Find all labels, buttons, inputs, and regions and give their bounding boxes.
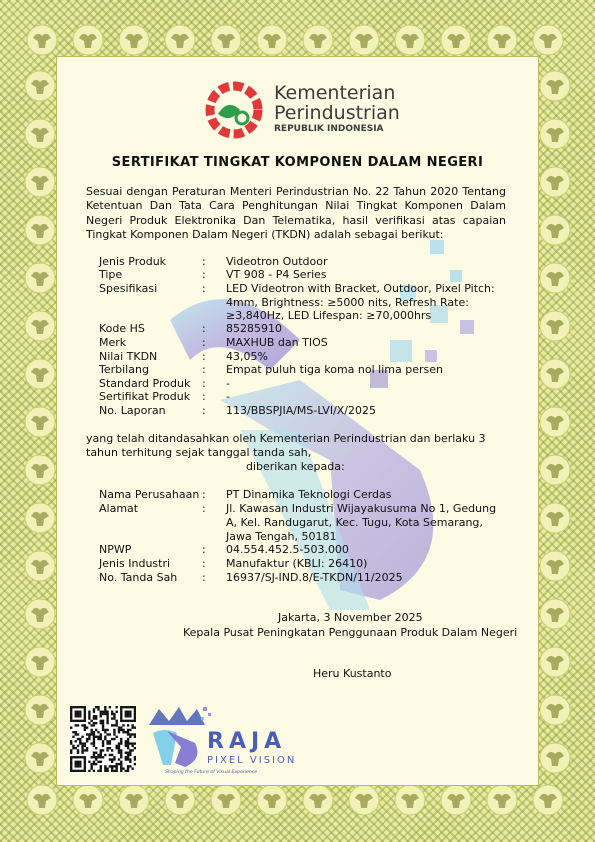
signature-position: Kepala Pusat Peningkatan Penggunaan Produk Dalam Negeri — [183, 626, 518, 639]
garuda-seal-icon — [211, 785, 241, 815]
colon: : — [202, 404, 206, 417]
label-no-tanda-sah: No. Tanda Sah — [99, 571, 178, 584]
value-nama-perusahaan: PT Dinamika Teknologi Cerdas — [226, 488, 392, 501]
garuda-seal-icon — [540, 311, 570, 341]
garuda-seal-icon — [540, 407, 570, 437]
label-nama-perusahaan: Nama Perusahaan — [99, 488, 200, 501]
value-spesifikasi-line2: 4mm, Brightness: ≥5000 nits, Refresh Rate: — [226, 296, 469, 309]
colon: : — [202, 390, 206, 403]
garuda-seal-icon — [119, 785, 149, 815]
garuda-seal-icon — [25, 455, 55, 485]
garuda-seal-icon — [25, 71, 55, 101]
signature-place-date: Jakarta, 3 November 2025 — [278, 611, 423, 624]
garuda-seal-icon — [540, 455, 570, 485]
garuda-seal-icon — [540, 647, 570, 677]
colon: : — [202, 502, 206, 515]
label-jenis-industri: Jenis Industri — [99, 557, 171, 570]
garuda-seal-icon — [73, 25, 103, 55]
value-jenis-industri: Manufaktur (KBLI: 26410) — [226, 557, 368, 570]
garuda-seal-icon — [441, 785, 471, 815]
value-no-tanda-sah: 16937/SJ-IND.8/E-TKDN/11/2025 — [226, 571, 403, 584]
signature-name: Heru Kustanto — [313, 667, 392, 680]
qr-code-icon — [70, 706, 136, 772]
garuda-seal-icon — [25, 215, 55, 245]
garuda-seal-icon — [25, 551, 55, 581]
colon: : — [202, 543, 206, 556]
colon: : — [202, 350, 206, 363]
value-tipe: VT 908 - P4 Series — [226, 268, 327, 281]
logo-line2: Perindustrian — [274, 102, 400, 124]
garuda-seal-icon — [25, 647, 55, 677]
garuda-seal-icon — [165, 785, 195, 815]
garuda-seal-icon — [540, 215, 570, 245]
value-spesifikasi-line1: LED Videotron with Bracket, Outdoor, Pixel Pitch: — [226, 282, 495, 295]
middle-line2: tahun terhitung sejak tanggal tanda sah, — [86, 446, 312, 459]
value-jenis-produk: Videotron Outdoor — [226, 255, 328, 268]
colon: : — [202, 488, 206, 501]
colon: : — [202, 255, 206, 268]
garuda-seal-icon — [25, 407, 55, 437]
garuda-seal-icon — [25, 311, 55, 341]
colon: : — [202, 336, 206, 349]
value-terbilang: Empat puluh tiga koma nol lima persen — [226, 363, 443, 376]
value-nilai-tkdn: 43,05% — [226, 350, 268, 363]
garuda-seal-icon — [27, 785, 57, 815]
middle-line1: yang telah ditandasahkan oleh Kementerian Perindustrian dan berlaku 3 — [86, 432, 486, 445]
garuda-seal-icon — [441, 25, 471, 55]
garuda-seal-icon — [349, 785, 379, 815]
garuda-seal-icon — [487, 785, 517, 815]
garuda-seal-icon — [303, 785, 333, 815]
label-jenis-produk: Jenis Produk — [99, 255, 167, 268]
brand-name: RAJA — [207, 729, 287, 754]
value-standard-produk: - — [226, 377, 230, 390]
garuda-seal-icon — [211, 25, 241, 55]
garuda-seal-icon — [540, 599, 570, 629]
label-npwp: NPWP — [99, 543, 132, 556]
garuda-seal-icon — [533, 25, 563, 55]
garuda-seal-icon — [540, 743, 570, 773]
label-merk: Merk — [99, 336, 127, 349]
garuda-seal-icon — [25, 599, 55, 629]
garuda-seal-icon — [119, 25, 149, 55]
value-no-laporan: 113/BBSPJIA/MS-LVI/X/2025 — [226, 404, 377, 417]
middle-line3: diberikan kepada: — [246, 460, 345, 473]
colon: : — [202, 557, 206, 570]
colon: : — [202, 322, 206, 335]
value-sertifikat-produk: - — [226, 390, 230, 403]
garuda-seal-icon — [349, 25, 379, 55]
garuda-seal-icon — [540, 359, 570, 389]
value-alamat-line1: Jl. Kawasan Industri Wijayakusuma No 1, Gedung — [226, 502, 497, 515]
garuda-seal-icon — [540, 263, 570, 293]
value-spesifikasi-line3: ≥3,840Hz, LED Lifespan: ≥70,000hrs — [226, 309, 432, 322]
label-kode-hs: Kode HS — [99, 322, 145, 335]
garuda-seal-icon — [257, 785, 287, 815]
garuda-seal-icon — [25, 119, 55, 149]
garuda-seal-icon — [165, 25, 195, 55]
garuda-seal-icon — [25, 263, 55, 293]
value-merk: MAXHUB dan TIOS — [226, 336, 328, 349]
colon: : — [202, 363, 206, 376]
garuda-seal-icon — [395, 785, 425, 815]
garuda-seal-icon — [25, 503, 55, 533]
label-spesifikasi: Spesifikasi — [99, 282, 158, 295]
colon: : — [202, 268, 206, 281]
colon: : — [202, 571, 206, 584]
garuda-seal-icon — [540, 503, 570, 533]
garuda-seal-icon — [540, 695, 570, 725]
garuda-seal-icon — [487, 25, 517, 55]
label-terbilang: Terbilang — [99, 363, 149, 376]
value-npwp: 04.554.452.5-503.000 — [226, 543, 349, 556]
garuda-seal-icon — [257, 25, 287, 55]
value-alamat-line2: A, Kel. Randugarut, Kec. Tugu, Kota Semarang, — [226, 516, 483, 529]
garuda-seal-icon — [73, 785, 103, 815]
logo-line3: REPUBLIK INDONESIA — [274, 124, 384, 134]
garuda-seal-icon — [25, 167, 55, 197]
label-no-laporan: No. Laporan — [99, 404, 166, 417]
garuda-seal-icon — [395, 25, 425, 55]
garuda-seal-icon — [540, 71, 570, 101]
intro-paragraph: Sesuai dengan Peraturan Menteri Perindustrian No. 22 Tahun 2020 Tentang Ketentuan Dan Tata Cara Penghitungan Nilai Tingkat Komponen Dalam Negeri Produk Elektronika Dan Telematika, hasil verifikasi atas capaian Tingkat Komponen Dalam Negeri (TKDN) adalah sebagai berikut: — [86, 185, 506, 242]
certificate-title: SERTIFIKAT TINGKAT KOMPONEN DALAM NEGERI — [111, 155, 484, 170]
label-nilai-tkdn: Nilai TKDN — [99, 350, 158, 363]
colon: : — [202, 377, 206, 390]
garuda-seal-icon — [540, 551, 570, 581]
label-tipe: Tipe — [99, 268, 123, 281]
label-sertifikat-produk: Sertifikat Produk — [99, 390, 191, 403]
value-alamat-line3: Jawa Tengah, 50181 — [226, 530, 337, 543]
garuda-seal-icon — [303, 25, 333, 55]
brand-sub: PIXEL VISION — [207, 755, 297, 766]
garuda-seal-icon — [540, 119, 570, 149]
garuda-seal-icon — [540, 167, 570, 197]
label-standard-produk: Standard Produk — [99, 377, 191, 390]
raja-pixel-vision-logo — [145, 703, 325, 778]
garuda-seal-icon — [25, 743, 55, 773]
brand-tagline: Shaping the Future of Visual Experience — [165, 770, 258, 775]
label-alamat: Alamat — [99, 502, 139, 515]
colon: : — [202, 282, 206, 295]
garuda-seal-icon — [25, 359, 55, 389]
logo-line1: Kementerian — [274, 82, 396, 104]
garuda-seal-icon — [533, 785, 563, 815]
value-kode-hs: 85285910 — [226, 322, 282, 335]
garuda-seal-icon — [25, 695, 55, 725]
garuda-seal-icon — [27, 25, 57, 55]
